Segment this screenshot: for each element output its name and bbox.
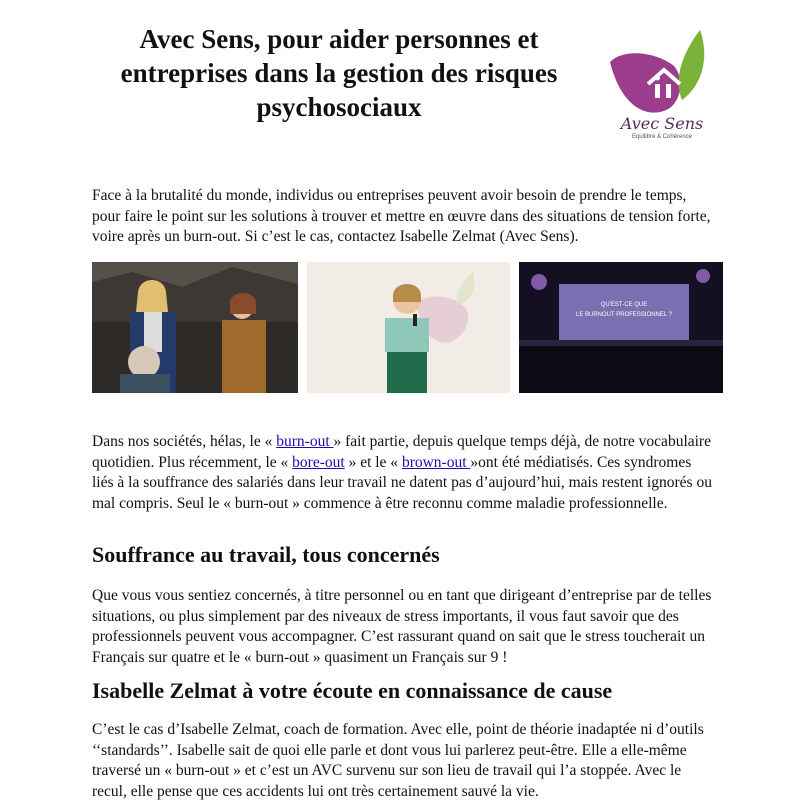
bore-out-link[interactable]: bore-out: [292, 453, 345, 471]
avec-sens-logo: [604, 26, 720, 144]
section-heading-souffrance: Souffrance au travail, tous concernés: [92, 542, 440, 567]
intro-paragraph: Face à la brutalité du monde, individus ou entreprises peuvent avoir besoin de prendre le temps, pour faire le point sur les solutions à trouver et mettre en œuvre dans des situations de tension forte, voire après un burn-out. Si c’est le cas, contactez Isabelle Zelmat (Avec Sens).: [92, 187, 711, 245]
house-leaf-icon: [604, 26, 720, 116]
photo-speakers-discussion: [92, 262, 298, 393]
slide-text-line2: LE BURNOUT PROFESSIONNEL ?: [575, 312, 673, 318]
souffrance-paragraph: Que vous vous sentiez concernés, à titre personnel ou en tant que dirigeant d’entreprise par de telles situations, ou plus simplement par des niveaux de stress importants, il vous faut savoir que des professionnels peuvent vous accompagner. C’est rassurant quand on sait que le stress toucherait un Français sur quatre et le « burn-out » quasiment un Français sur 9 !: [92, 587, 712, 666]
text-span: » fait partie, depuis quelque temps déjà, de notre vocabulaire quotidien. Plus récemment, le «: [92, 433, 711, 471]
photo-isabelle-zelmat-speaking: [307, 262, 510, 393]
article-title: Avec Sens, pour aider personnes et entreprises dans la gestion des risques psychosociaux: [120, 24, 558, 122]
logo-tagline: Equilibre & Cohérence: [631, 134, 693, 140]
logo-name: Avec Sens: [620, 114, 704, 133]
isabelle-paragraph: C’est le cas d’Isabelle Zelmat, coach de formation. Avec elle, point de théorie inadaptée ni d’outils ‘‘standards’’. Isabelle sait de quoi elle parle et dont vous lui parlerez peut-être. Elle a elle-même traversé un « burn-out » et c’est un AVC survenu sur son lieu de travail qui l’a stoppée. Avec le recul, elle pense que ces accidents lui ont très certainement sauvé la vie.: [92, 721, 704, 800]
burn-out-link[interactable]: burn-out: [276, 433, 334, 450]
burnout-paragraph: [92, 432, 712, 514]
text-span: »ont été médiatisés. Ces syndromes liés à la souffrance des salariés dans leur travail ne datent pas d’aujourd’hui, mais restent ignorés ou mal compris. Seul le « burn-out » commence à être reconnu comme maladie professionnelle.: [92, 453, 712, 512]
text-span: » et le «: [344, 453, 402, 471]
photo-conference-stage: [519, 262, 723, 393]
text-span: Dans nos sociétés, hélas, le «: [92, 433, 277, 450]
slide-text-line1: QU'EST-CE QUE: [600, 302, 648, 308]
brown-out-link[interactable]: brown-out: [401, 453, 471, 471]
section-heading-isabelle: Isabelle Zelmat à votre écoute en connaissance de cause: [92, 678, 613, 703]
